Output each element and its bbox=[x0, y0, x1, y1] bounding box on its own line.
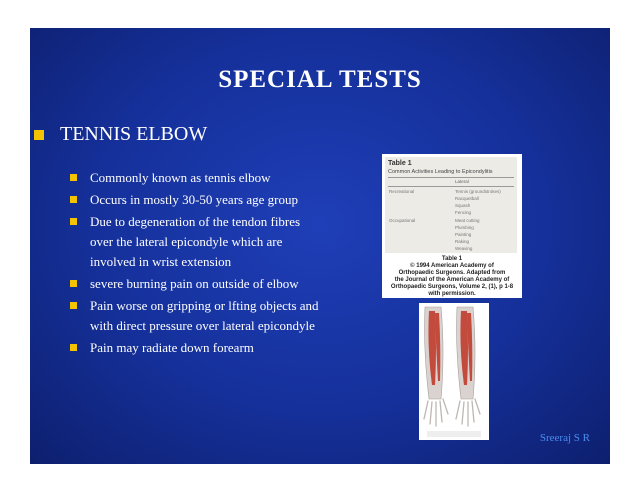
bullet-list bbox=[70, 168, 320, 360]
list-item: Pain worse on gripping or lfting objects and with direct pressure over lateral epicondyle bbox=[70, 296, 320, 336]
table-cell: Squash bbox=[455, 203, 471, 208]
table-category: Recreational bbox=[389, 189, 415, 194]
table-category: Occupational bbox=[389, 218, 416, 223]
bullet-square-icon bbox=[70, 280, 77, 287]
table-caption: Table 1 © 1994 American Academy of Orthopaedic Surgeons. Adapted from the Journal of the American Academy of Orthopaedic Surgeons, Volume 2, (1), p 1-8 with permission. bbox=[390, 256, 514, 297]
author-credit: Sreeraj S R bbox=[539, 432, 590, 444]
table-cell: Raking bbox=[455, 239, 470, 244]
main-heading-text: TENNIS ELBOW bbox=[60, 123, 208, 145]
table-title: Table 1 bbox=[388, 160, 412, 167]
bullet-square-icon bbox=[70, 196, 77, 203]
slide bbox=[30, 28, 610, 464]
main-heading bbox=[34, 123, 207, 146]
activities-table bbox=[385, 157, 517, 253]
table-column-header: Lateral bbox=[455, 179, 469, 184]
table-divider bbox=[388, 186, 514, 187]
slide-title: SPECIAL TESTS bbox=[218, 66, 422, 93]
list-item: Due to degeneration of the tendon fibres over the lateral epicondyle which are involved in wrist extension bbox=[70, 212, 320, 272]
table-cell: Meat cutting bbox=[455, 218, 480, 223]
bullet-square-icon bbox=[70, 344, 77, 351]
bullet-square-icon bbox=[34, 130, 44, 140]
table-cell: Fencing bbox=[455, 210, 472, 215]
list-item: Commonly known as tennis elbow bbox=[70, 168, 320, 188]
table-cell: Racquetball bbox=[455, 196, 479, 201]
bullet-square-icon bbox=[70, 174, 77, 181]
table-subtitle: Common Activities Leading to Epicondylitis bbox=[388, 169, 493, 175]
bullet-square-icon bbox=[70, 302, 77, 309]
bullet-square-icon bbox=[70, 218, 77, 225]
forearm-illustration bbox=[419, 303, 489, 440]
table-cell: Weaving bbox=[455, 246, 473, 251]
list-item: severe burning pain on outside of elbow bbox=[70, 274, 320, 294]
list-item: Occurs in mostly 30-50 years age group bbox=[70, 190, 320, 210]
table-cell: Plumbing bbox=[455, 225, 474, 230]
list-item: Pain may radiate down forearm bbox=[70, 338, 320, 358]
table-cell: Painting bbox=[455, 232, 472, 237]
activities-table-image bbox=[382, 154, 522, 298]
forearm-anatomy-icon bbox=[419, 303, 489, 440]
table-divider bbox=[388, 177, 514, 178]
table-cell: Tennis (groundstrokes) bbox=[455, 189, 501, 194]
